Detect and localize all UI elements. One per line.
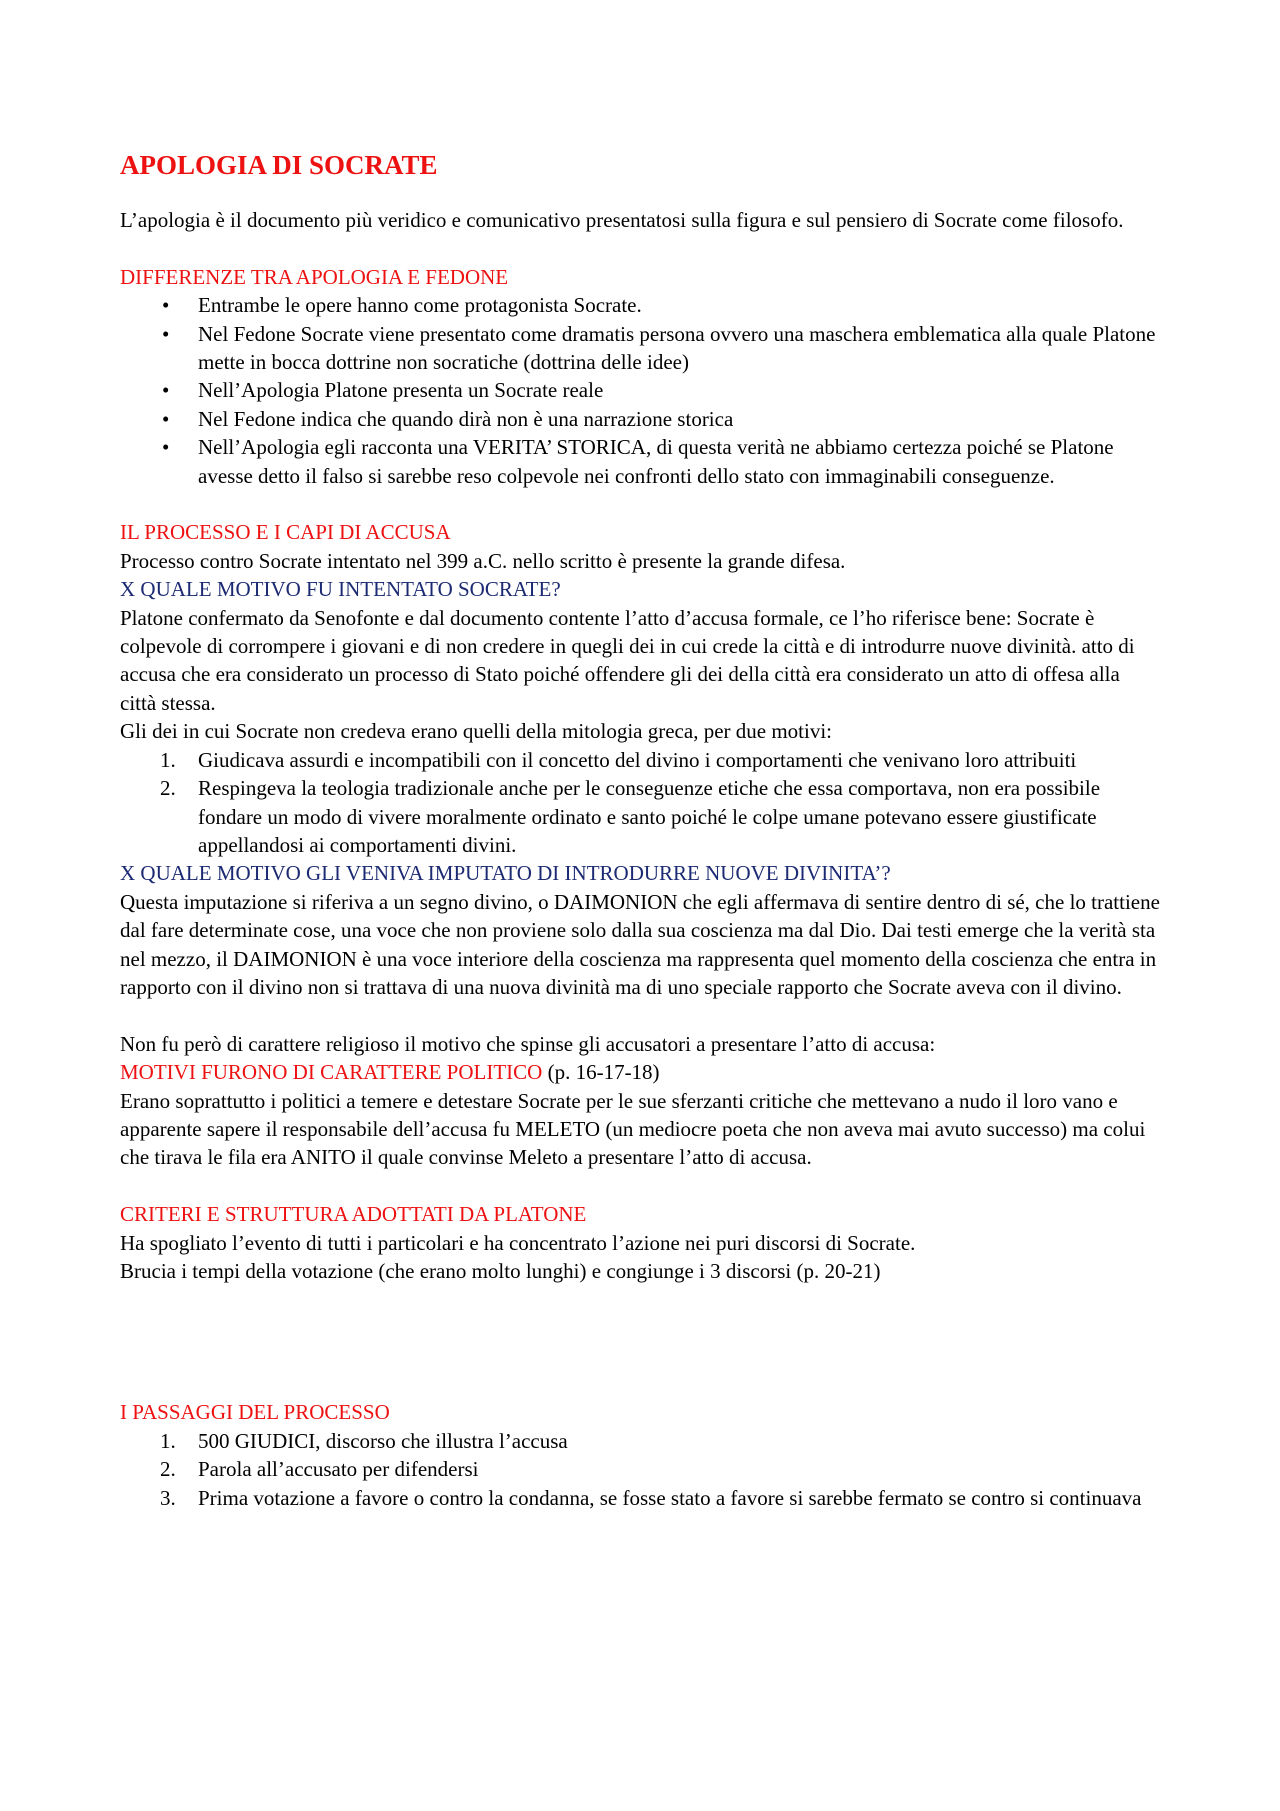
paragraph: Questa imputazione si riferiva a un segno divino, o DAIMONION che egli affermava di sentire dentro di sé, che lo trattiene dal fare determinate cose, una voce che non proviene solo dalla sua coscienza ma dal Dio. Dai testi emerge che la verità sta nel mezzo, il DAIMONION è una voce interiore della coscienza ma rappresenta quel momento della coscienza che entra in rapporto con il divino non si trattava di una nuova divinità ma di uno speciale rapporto che Socrate aveva con il divino. [120, 889, 1160, 999]
intro-paragraph: L’apologia è il documento più veridico e comunicativo presentatosi sulla figura e sul pensiero di Socrate come filosofo. [120, 208, 1124, 232]
paragraph: Processo contro Socrate intentato nel 399 a.C. nello scritto è presente la grande difesa. [120, 548, 846, 573]
passaggi-numbered-list [120, 1427, 1160, 1512]
bullet-marker: • [162, 435, 170, 460]
paragraph-motivi-politici [120, 1058, 1160, 1086]
number-marker: 1. [160, 747, 176, 772]
paragraph: Non fu però di carattere religioso il motivo che spinse gli accusatori a presentare l’atto di accusa: [120, 1031, 936, 1056]
number-marker: 1. [160, 1428, 176, 1453]
paragraph: Erano soprattutto i politici a temere e detestare Socrate per le sue sferzanti critiche che mettevano a nudo il loro vano e apparente sapere il responsabile dell’accusa fu MELETO (un mediocre poeta che non aveva mai avuto successo) ma colui che tirava le fila era ANITO il quale convinse Meleto a presentare l’atto di accusa. [120, 1088, 1146, 1170]
bullet-marker: • [162, 406, 170, 431]
motivi-numbered-list [120, 746, 1160, 860]
bullet-marker: • [162, 293, 170, 318]
paragraph: Platone confermato da Senofonte e dal documento contente l’atto d’accusa formale, ce l’ho riferisce bene: Socrate è colpevole di corrompere i giovani e di non credere in quegli dei in cui crede la città e di introdurre nuove divinità. atto di accusa che era considerato un processo di Stato poiché offendere gli dei della città era considerato un atto di offesa alla città stessa. [120, 605, 1135, 715]
paragraph: Brucia i tempi della votazione (che erano molto lunghi) e congiunge i 3 discorsi (p. 20-21) [120, 1258, 881, 1283]
list-item: 2. Respingeva la teologia tradizionale anche per le conseguenze etiche che essa comportava, non era possibile fondare un modo di vivere moralmente ordinato e santo poiché le colpe umane potevano essere giustificate appellandosi ai comportamenti divini. [160, 776, 1101, 857]
list-item: • Nel Fedone indica che quando dirà non è una narrazione storica [120, 405, 1160, 433]
list-item: 2. Parola all’accusato per difendersi [120, 1455, 1160, 1483]
list-item: 3. Prima votazione a favore o contro la condanna, se fosse stato a favore si sarebbe fermato se contro si continuava [120, 1484, 1160, 1512]
bullet-marker: • [162, 378, 170, 403]
section-heading-differenze: DIFFERENZE TRA APOLOGIA E FEDONE [120, 264, 509, 289]
subheading-motivo-intentato: X QUALE MOTIVO FU INTENTATO SOCRATE? [120, 577, 561, 602]
subheading-nuove-divinita: X QUALE MOTIVO GLI VENIVA IMPUTATO DI INTRODURRE NUOVE DIVINITA’? [120, 861, 891, 886]
paragraph: Ha spogliato l’evento di tutti i particolari e ha concentrato l’azione nei puri discorsi di Socrate. [120, 1230, 916, 1255]
section-heading-criteri: CRITERI E STRUTTURA ADOTTATI DA PLATONE [120, 1202, 587, 1227]
number-marker: 3. [160, 1485, 176, 1510]
differenze-bullet-list [120, 291, 1160, 490]
list-item: • Nell’Apologia egli racconta una VERITA’ STORICA, di questa verità ne abbiamo certezza poiché se Platone avesse detto il falso si sarebbe reso colpevole nei confronti dello stato con immaginabili conseguenze. [162, 435, 1114, 488]
section-heading-processo: IL PROCESSO E I CAPI DI ACCUSA [120, 520, 451, 545]
motivi-politici-label: MOTIVI FURONO DI CARATTERE POLITICO [120, 1060, 543, 1085]
number-marker: 2. [160, 1457, 176, 1482]
paragraph: Gli dei in cui Socrate non credeva erano quelli della mitologia greca, per due motivi: [120, 719, 833, 744]
number-marker: 2. [160, 776, 176, 801]
list-item: 1. 500 GIUDICI, discorso che illustra l’accusa [120, 1427, 1160, 1455]
list-item: 1. Giudicava assurdi e incompatibili con il concetto del divino i comportamenti che venivano loro attribuiti [120, 746, 1160, 774]
document-title: APOLOGIA DI SOCRATE [120, 150, 438, 180]
page-reference: (p. 16-17-18) [542, 1060, 660, 1085]
list-item: • Nell’Apologia Platone presenta un Socrate reale [120, 376, 1160, 404]
list-item: • Nel Fedone Socrate viene presentato come dramatis persona ovvero una maschera emblematica alla quale Platone mette in bocca dottrine non socratiche (dottrina delle idee) [162, 321, 1156, 375]
bullet-marker: • [162, 321, 170, 346]
section-heading-passaggi: I PASSAGGI DEL PROCESSO [120, 1400, 390, 1425]
list-item: • Entrambe le opere hanno come protagonista Socrate. [120, 291, 1160, 319]
